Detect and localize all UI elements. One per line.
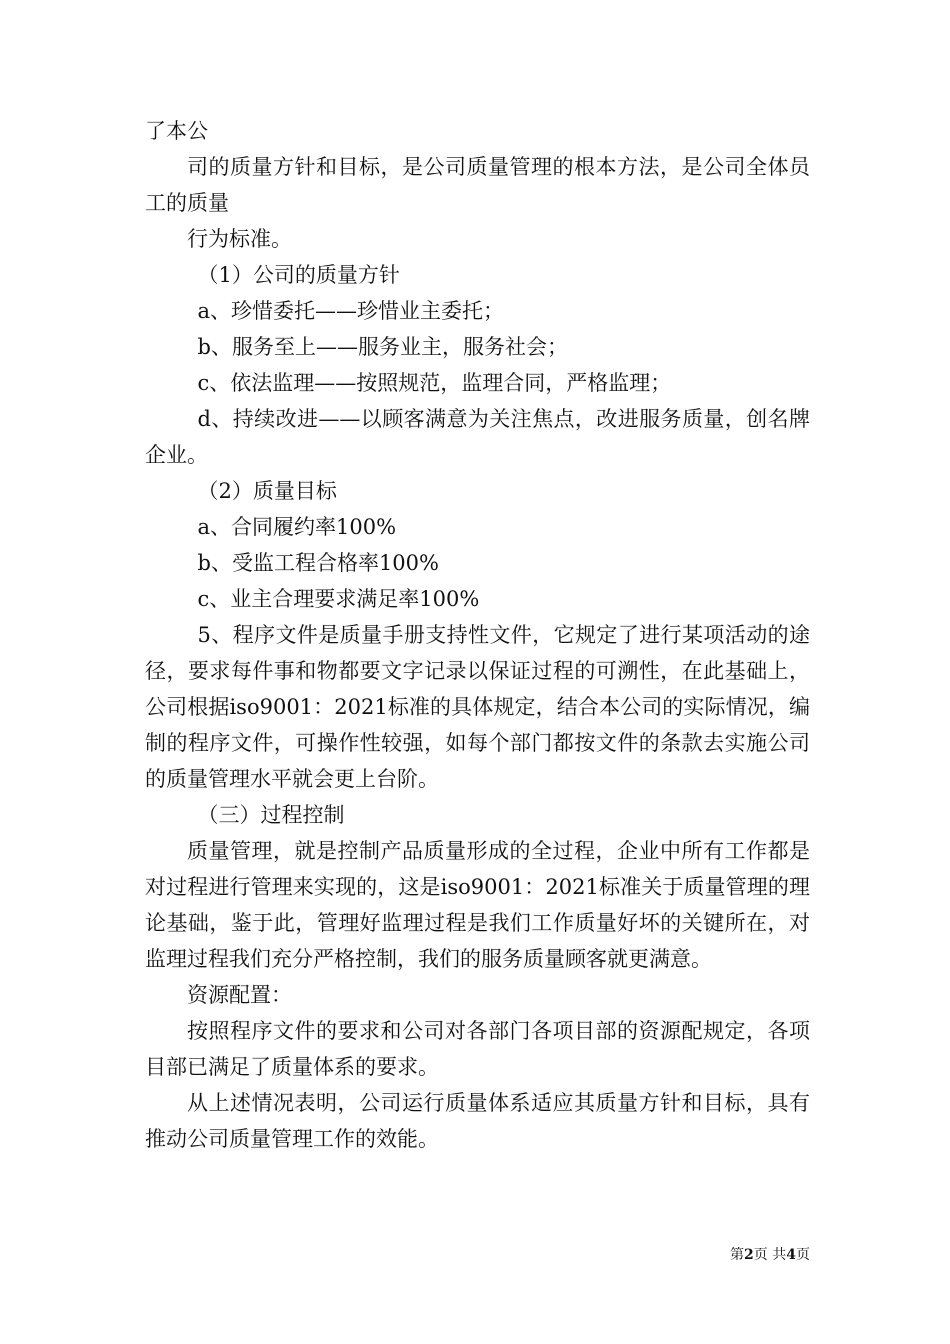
paragraph: 司的质量方针和目标，是公司质量管理的根本方法，是公司全体员工的质量 [145,155,810,215]
list-item: c、依法监理——按照规范，监理合同，严格监理； [197,371,672,395]
paragraph: 行为标准。 [187,227,292,251]
footer-current-page: 2 [744,1247,754,1263]
paragraph: 资源配置： [187,983,292,1007]
section-heading: （1）公司的质量方针 [197,263,400,287]
footer-prefix: 第 [730,1247,745,1263]
section-heading: （2）质量目标 [197,479,337,503]
footer-middle: 页 共 [753,1247,787,1263]
paragraph: 从上述情况表明，公司运行质量体系适应其质量方针和目标，具有推动公司质量管理工作的效能。 [145,1091,810,1151]
paragraph: 按照程序文件的要求和公司对各部门各项目部的资源配规定，各项目部已满足了质量体系的要求。 [145,1019,810,1079]
list-item: a、珍惜委托——珍惜业主委托； [197,299,505,323]
list-item: b、服务至上——服务业主，服务社会； [197,335,568,359]
paragraph: 了本公 [145,119,208,143]
footer-suffix: 页 [796,1247,810,1263]
list-item: a、合同履约率100% [197,515,397,539]
footer-total-pages: 4 [786,1247,796,1263]
list-item: d、持续改进——以顾客满意为关注焦点，改进服务质量，创名牌企业。 [145,407,810,467]
paragraph: 质量管理，就是控制产品质量形成的全过程，企业中所有工作都是对过程进行管理来实现的，这是iso9001：2021标准关于质量管理的理论基础，鉴于此，管理好监理过程是我们工作质量好坏的关键所在，对监理过程我们充分严格控制，我们的服务质量顾客就更满意。 [145,839,810,971]
paragraph: 5、程序文件是质量手册支持性文件，它规定了进行某项活动的途径，要求每件事和物都要文字记录以保证过程的可溯性，在此基础上，公司根据iso9001：2021标准的具体规定，结合本公司的实际情况，编制的程序文件，可操作性较强，如每个部门都按文件的条款去实施公司的质量管理水平就会更上台阶。 [145,623,810,791]
section-heading: （三）过程控制 [197,803,345,827]
page-footer [680,1244,810,1264]
list-item: b、受监工程合格率100% [197,551,439,575]
document-body [145,113,810,1157]
list-item: c、业主合理要求满足率100% [197,587,480,611]
